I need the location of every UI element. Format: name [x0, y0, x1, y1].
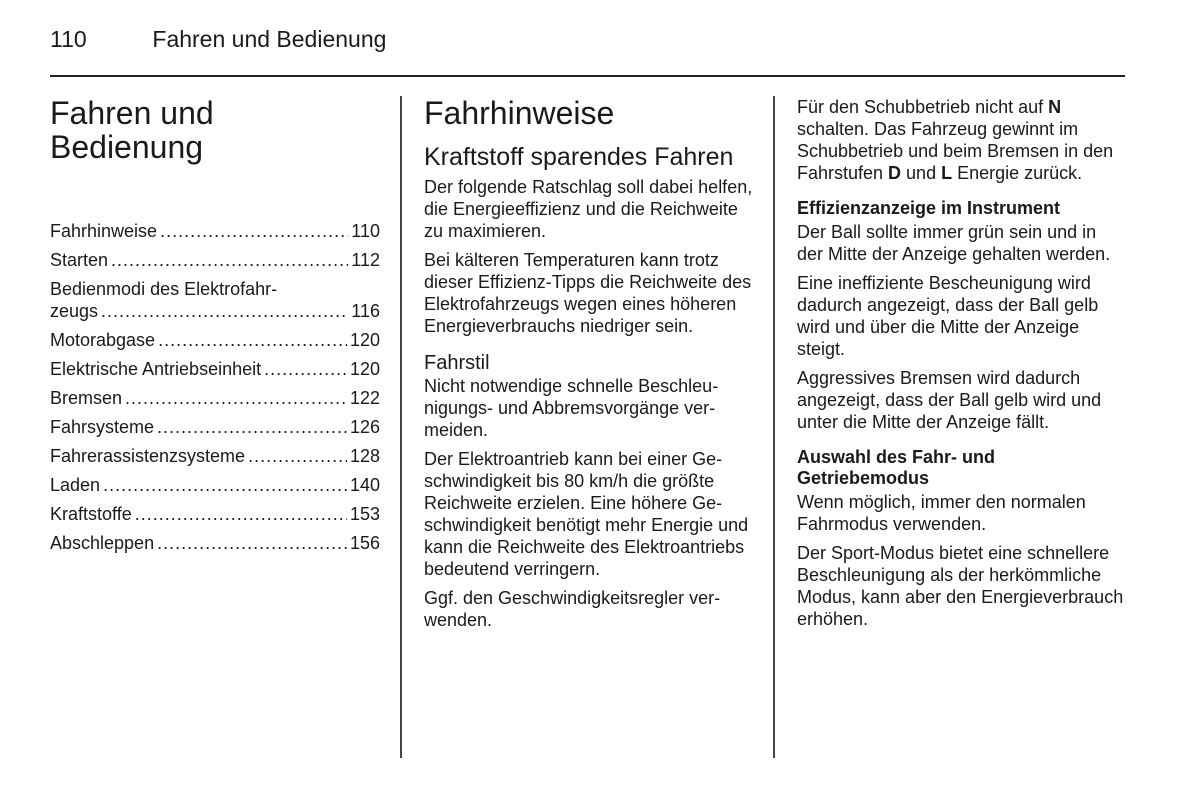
toc-page: 116 — [351, 301, 380, 321]
toc-leader — [264, 358, 347, 380]
chapter-title-line2: Bedienung — [50, 129, 204, 165]
toc-label-line2: zeugs — [50, 301, 99, 321]
page-number: 110 — [50, 26, 87, 52]
toc-page: 126 — [349, 417, 380, 437]
chapter-toc — [50, 96, 380, 561]
content-column-2 — [424, 96, 754, 638]
paragraph: Nicht notwendige schnelle Beschleunigungs- und Abbremsvorgänge vermeiden. — [424, 376, 719, 440]
paragraph: Der Elektroantrieb kann bei einer Geschwindigkeit bis 80 km/h die größte Reichweite erzielen. Eine höhere Geschwindigkeit benötigt mehr Energie und kann die Reichweite des Elektroantriebs bedeutend verringern. — [424, 449, 749, 579]
toc-page: 120 — [349, 330, 380, 350]
toc-label: Fahrsysteme — [50, 417, 155, 437]
paragraph: Für den Schubbetrieb nicht auf N schalten. Das Fahrzeug gewinnt im Schubbetrieb und beim Bremsen in den Fahrstufen D und L Energie zurück. — [797, 97, 1114, 183]
toc-label: Starten — [50, 250, 109, 270]
paragraph: Der Sport-Modus bietet eine schnellere Beschleunigung als der herkömmliche Modus, kann aber den Energieverbrauch erhöhen. — [797, 543, 1124, 629]
toc-page: 140 — [349, 475, 380, 495]
toc-item-kraftstoffe[interactable] — [50, 503, 380, 525]
section-title: Fahren und Bedienung — [152, 26, 387, 52]
toc-leader — [125, 387, 347, 409]
toc-leader — [157, 416, 347, 438]
toc-leader — [160, 220, 348, 242]
toc-page: 110 — [351, 221, 380, 241]
column-divider-2 — [773, 96, 775, 758]
toc-item-fahrerassistenzsysteme[interactable] — [50, 445, 380, 467]
toc-item-fahrhinweise[interactable] — [50, 220, 380, 242]
toc-leader — [135, 503, 347, 525]
auswahl-heading: Auswahl des Fahr- und Getriebemodus — [797, 447, 996, 488]
paragraph: Ggf. den Geschwindigkeitsregler verwenden. — [424, 588, 721, 630]
toc-item-starten[interactable] — [50, 249, 380, 271]
paragraph: Der folgende Ratschlag soll dabei helfen, die Energieeffizienz und die Reichweite zu maximieren. — [424, 177, 753, 241]
column-divider-1 — [400, 96, 402, 758]
toc-item-bremsen[interactable] — [50, 387, 380, 409]
paragraph: Eine ineffiziente Bescheunigung wird dadurch angezeigt, dass der Ball gelb wird und über die Mitte der Anzeige steigt. — [797, 273, 1099, 359]
subsection-heading: Kraftstoff sparendes Fahren — [424, 143, 734, 171]
paragraph: Bei kälteren Temperaturen kann trotz dieser Effizienz-Tipps die Reichweite des Elektrofahrzeugs wegen eines höheren Energieverbrauchs niedriger sein. — [424, 250, 752, 336]
toc-page: 122 — [349, 388, 380, 408]
toc-item-motorabgase[interactable] — [50, 329, 380, 351]
toc-item-abschleppen[interactable] — [50, 532, 380, 554]
toc-label: Motorabgase — [50, 330, 156, 350]
toc-leader — [248, 445, 347, 467]
toc-label: Laden — [50, 475, 101, 495]
page-header — [50, 26, 386, 53]
toc-page: 156 — [349, 533, 380, 553]
toc-leader — [157, 532, 347, 554]
paragraph: Wenn möglich, immer den normalen Fahrmodus verwenden. — [797, 492, 1086, 534]
toc-label: Bremsen — [50, 388, 123, 408]
toc-leader — [158, 329, 347, 351]
fahrstil-heading: Fahrstil — [424, 352, 490, 374]
toc-label: Fahrhinweise — [50, 221, 158, 241]
paragraph: Der Ball sollte immer grün sein und in der Mitte der Anzeige gehalten werden. — [797, 222, 1111, 264]
toc-item-fahrsysteme[interactable] — [50, 416, 380, 438]
toc-page: 128 — [349, 446, 380, 466]
toc-leader — [101, 300, 348, 322]
toc-label-line1: Bedienmodi des Elektrofahr- — [50, 279, 278, 299]
toc-page: 120 — [349, 359, 380, 379]
toc-page: 153 — [349, 504, 380, 524]
toc-page: 112 — [351, 250, 380, 270]
effizienz-heading: Effizienzanzeige im Instrument — [797, 198, 1061, 218]
header-rule — [50, 75, 1125, 77]
content-column-3 — [797, 96, 1127, 637]
section-heading: Fahrhinweise — [424, 95, 615, 131]
toc-leader — [111, 249, 348, 271]
toc-label: Elektrische Antriebseinheit — [50, 359, 262, 379]
toc-label: Abschleppen — [50, 533, 155, 553]
chapter-title-line1: Fahren und — [50, 95, 214, 131]
toc-item-antriebseinheit[interactable] — [50, 358, 380, 380]
toc-label: Kraftstoffe — [50, 504, 132, 524]
toc-label: Fahrerassistenzsysteme — [50, 446, 246, 466]
chapter-title — [50, 96, 380, 164]
toc-leader — [103, 474, 347, 496]
toc-item-bedienmodi[interactable] — [50, 278, 380, 322]
toc-item-laden[interactable] — [50, 474, 380, 496]
paragraph: Aggressives Bremsen wird dadurch angezeigt, dass der Ball gelb wird und unter die Mitte der Anzeige fällt. — [797, 368, 1102, 432]
